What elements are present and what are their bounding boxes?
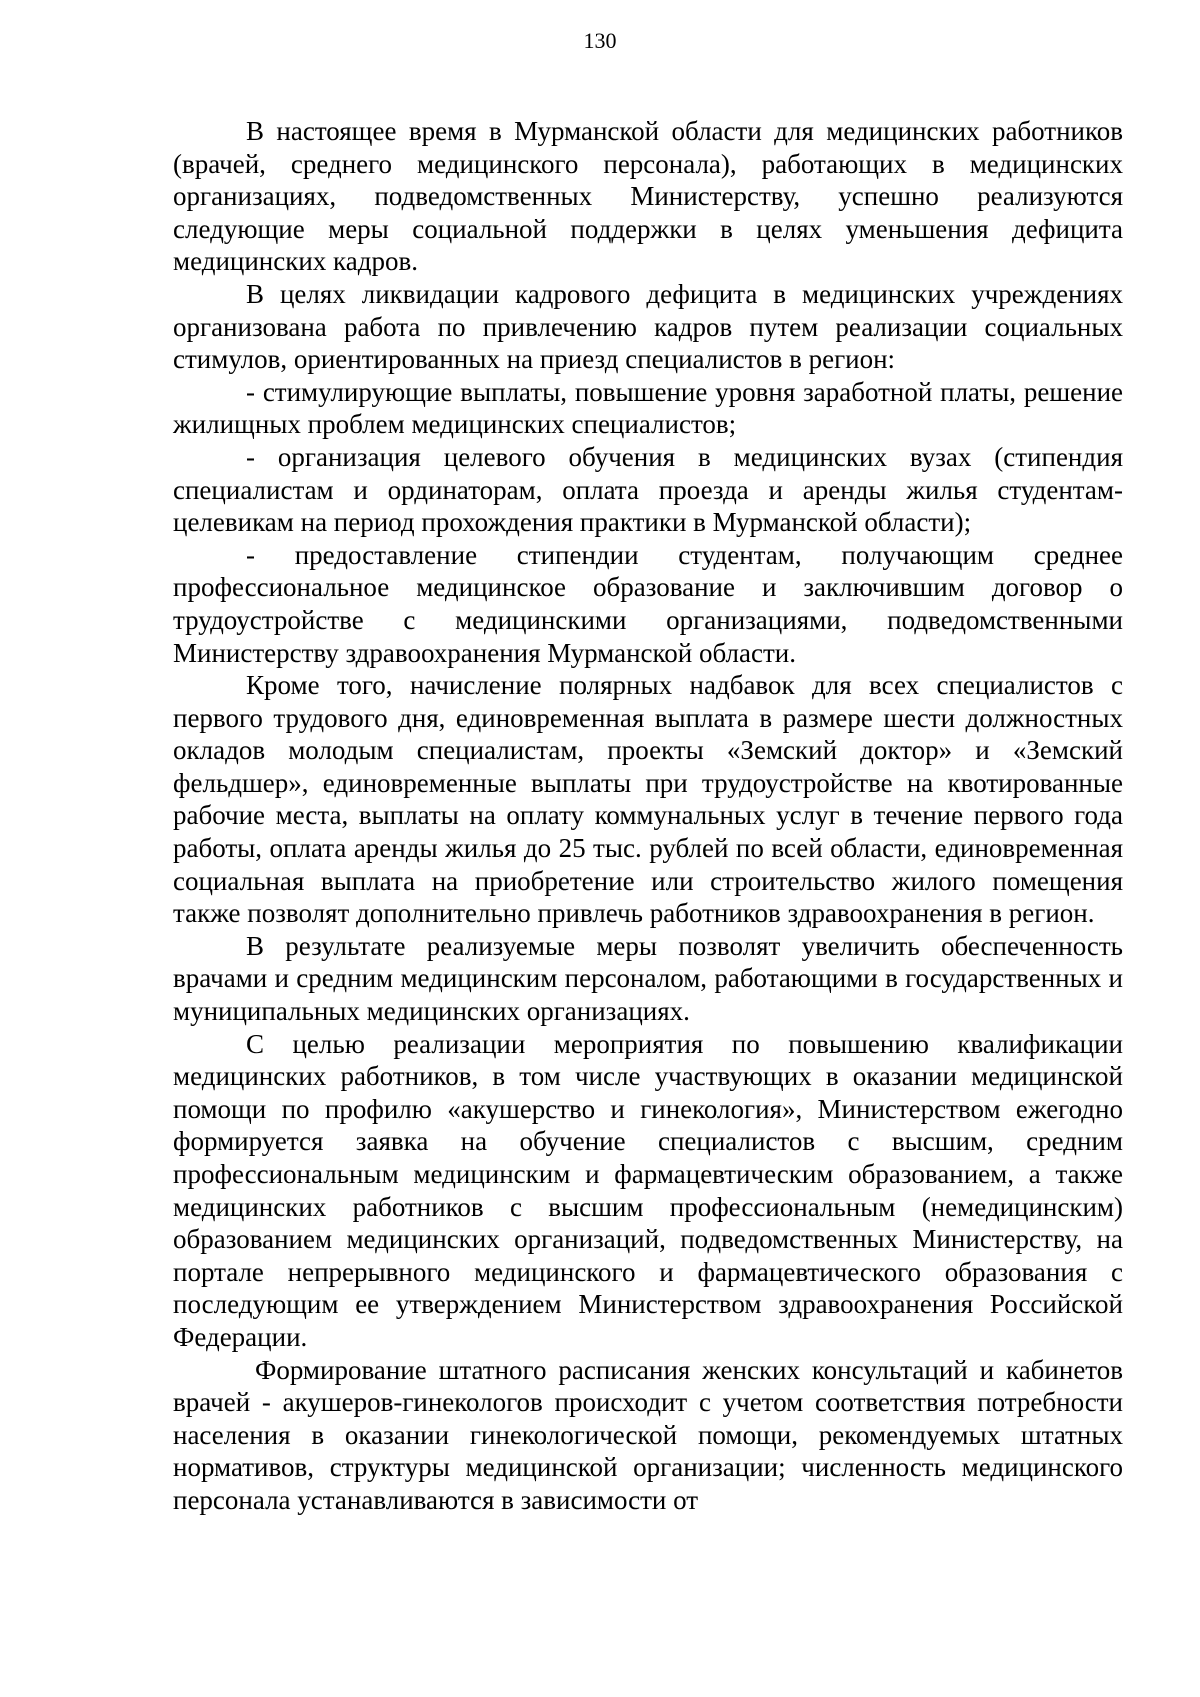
paragraph-results: В результате реализуемые меры позволят увеличить обеспеченность врачами и средним медицинским персоналом, работающими в государственных и муниципальных медицинских организациях. (173, 930, 1123, 1027)
page-number: 130 (583, 28, 617, 53)
paragraph-support-measures-intro: В настоящее время в Мурманской области для медицинских работников (врачей, среднего медицинского персонала), работающих в медицинских организациях, подведомственных Министерству, успешно реализуются следующие меры социальной поддержки в целях уменьшения дефицита медицинских кадров. (173, 116, 1123, 277)
list-item-targeted-training: - организация целевого обучения в медицинских вузах (стипендия специалистам и ординаторам, оплата проезда и аренды жилья студентам-целевикам на период прохождения практики в Мурманской области); (173, 441, 1123, 538)
list-item-stimulating-payments: - стимулирующие выплаты, повышение уровня заработной платы, решение жилищных проблем медицинских специалистов; (173, 376, 1123, 440)
list-item-student-stipends: - предоставление стипендии студентам, получающим среднее профессиональное медицинское образование и заключившим договор о трудоустройстве с медицинскими организациями, подведомственными Министерству здравоохранения Мурманской области. (173, 539, 1123, 668)
paragraph-staff-deficit-measures: В целях ликвидации кадрового дефицита в медицинских учреждениях организована работа по привлечению кадров путем реализации социальных стимулов, ориентированных на приезд специалистов в регион: (173, 278, 1123, 375)
paragraph-additional-incentives: Кроме того, начисление полярных надбавок для всех специалистов с первого трудового дня, единовременная выплата в размере шести должностных окладов молодым специалистам, проекты «Земский доктор» и «Земский фельдшер», единовременные выплаты при трудоустройстве на квотированные рабочие места, выплаты на оплату коммунальных услуг в течение первого года работы, оплата аренды жилья до 25 тыс. рублей по всей области, единовременная социальная выплата на приобретение или строительство жилого помещения также позволят дополнительно привлечь работников здравоохранения в регион. (173, 670, 1123, 929)
document-body (173, 115, 1123, 1517)
paragraph-staffing-schedule: Формирование штатного расписания женских консультаций и кабинетов врачей - акушеров-гинекологов происходит с учетом соответствия потребности населения в оказании гинекологической помощи, рекомендуемых штатных нормативов, структуры медицинской организации; численность медицинского персонала устанавливаются в зависимости от (173, 1354, 1123, 1515)
paragraph-qualification-training: С целью реализации мероприятия по повышению квалификации медицинских работников, в том числе участвующих в оказании медицинской помощи по профилю «акушерство и гинекология», Министерством ежегодно формируется заявка на обучение специалистов с высшим, средним профессиональным медицинским и фармацевтическим образованием, а также медицинских работников с высшим профессиональным (немедицинским) образованием медицинских организаций, подведомственных Министерству, на портале непрерывного медицинского и фармацевтического образования с последующим ее утверждением Министерством здравоохранения Российской Федерации. (173, 1028, 1123, 1352)
